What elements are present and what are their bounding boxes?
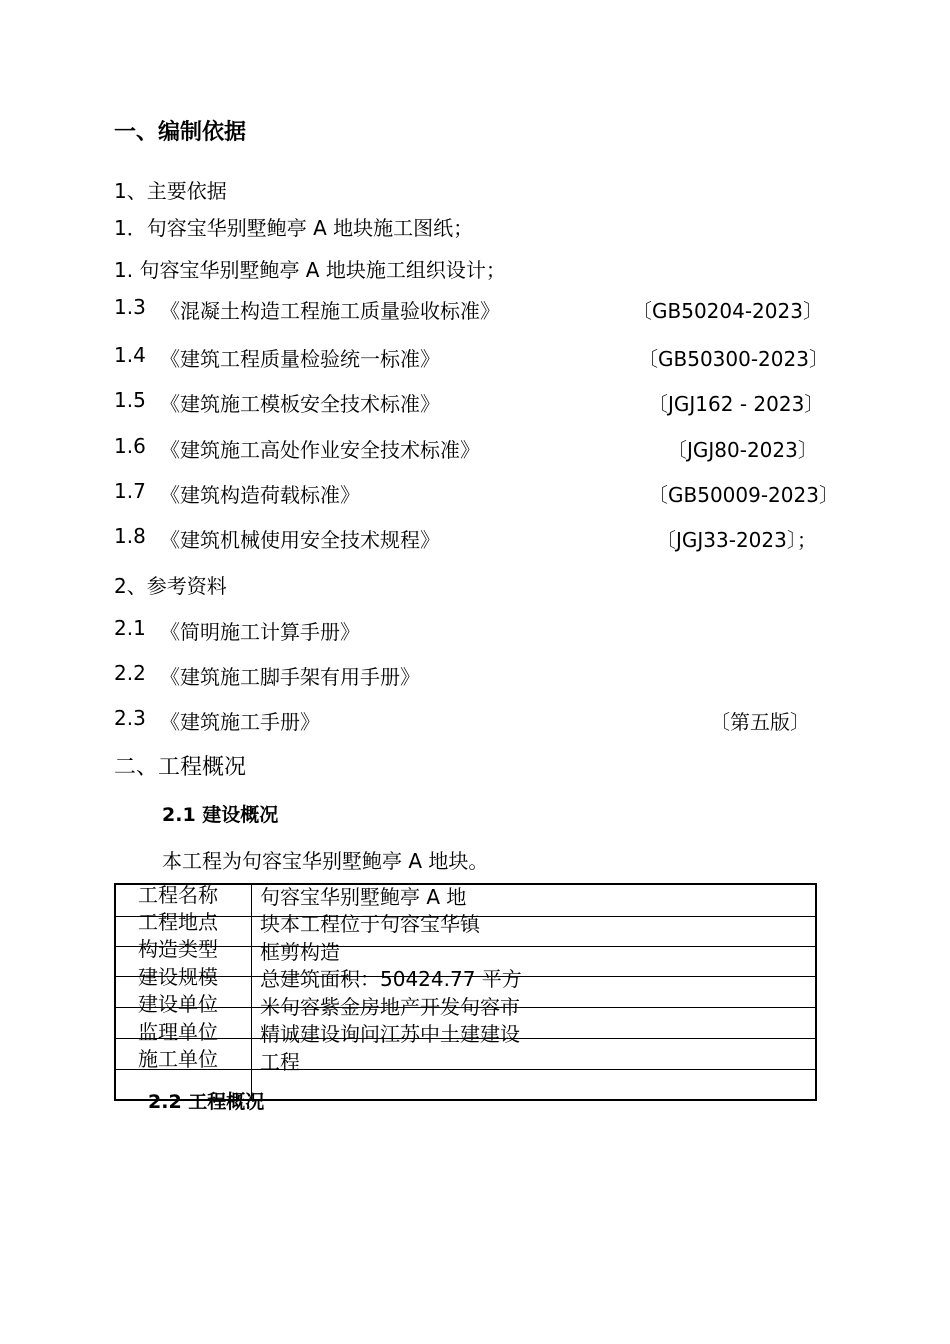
standard-num: 1.4 xyxy=(114,343,146,367)
project-info-table xyxy=(114,883,817,1101)
section-title-basis: 一、编制依据 xyxy=(114,120,247,145)
table-value: 精诚建设询问江苏中土建建设 xyxy=(260,1022,520,1046)
standard-num: 1.8 xyxy=(114,524,146,548)
table-label: 工程地点 xyxy=(138,910,218,934)
table-value: 块本工程位于句容宝华镇 xyxy=(260,912,480,936)
table-label: 施工单位 xyxy=(138,1047,218,1071)
main-basis-heading: 1、主要依据 xyxy=(114,179,227,203)
table-label: 建设规模 xyxy=(138,965,218,989)
table-value: 句容宝华别墅鲍亭 A 地 xyxy=(260,885,467,909)
standard-num: 1.7 xyxy=(114,479,146,503)
reference-name: 《简明施工计算手册》 xyxy=(160,620,360,644)
standard-name: 《建筑机械使用安全技术规程》 xyxy=(160,528,440,552)
reference-name: 《建筑施工脚手架有用手册》 xyxy=(160,665,420,689)
standard-code: 〔JGJ162 - 2023〕 xyxy=(648,392,825,416)
basis-item-design: 1. 句容宝华别墅鲍亭 A 地块施工组织设计； xyxy=(114,258,506,282)
table-row-divider xyxy=(116,1069,815,1070)
reference-num: 2.2 xyxy=(114,661,146,685)
table-value: 总建筑面积：50424.77 平方 xyxy=(260,967,522,991)
table-label: 监理单位 xyxy=(138,1020,218,1044)
reference-num: 2.1 xyxy=(114,616,146,640)
standard-name: 《建筑工程质量检验统一标准》 xyxy=(160,347,440,371)
standard-code: 〔GB50300-2023〕 xyxy=(638,347,829,371)
reference-heading: 2、参考资料 xyxy=(114,574,227,598)
standard-num: 1.6 xyxy=(114,434,146,458)
table-label: 构造类型 xyxy=(138,937,218,961)
table-value: 米句容紫金房地产开发句容市 xyxy=(260,995,520,1019)
section-title-overview: 二、工程概况 xyxy=(114,755,247,780)
reference-name: 《建筑施工手册》 xyxy=(160,710,320,734)
standard-num: 1.3 xyxy=(114,295,146,319)
standard-code: 〔GB50204-2023〕 xyxy=(632,299,823,323)
standard-code: 〔JGJ33-2023〕； xyxy=(656,528,817,552)
standard-name: 《混凝土构造工程施工质量验收标准》 xyxy=(160,299,500,323)
subsection-title-overview: 2.2 工程概况 xyxy=(148,1091,265,1113)
reference-edition: 〔第五版〕 xyxy=(710,710,810,734)
table-column-divider xyxy=(251,885,252,1099)
basis-item-drawings: 1．句容宝华别墅鲍亭 A 地块施工图纸； xyxy=(114,216,474,240)
standard-name: 《建筑施工高处作业安全技术标准》 xyxy=(160,438,480,462)
table-row-divider xyxy=(116,946,815,947)
table-label: 建设单位 xyxy=(138,992,218,1016)
standard-code: 〔JGJ80-2023〕 xyxy=(667,438,818,462)
standard-name: 《建筑施工模板安全技术标准》 xyxy=(160,392,440,416)
standard-code: 〔GB50009-2023〕 xyxy=(648,483,839,507)
table-value: 框剪构造 xyxy=(260,940,340,964)
reference-num: 2.3 xyxy=(114,706,146,730)
project-intro: 本工程为句容宝华别墅鲍亭 A 地块。 xyxy=(162,849,489,873)
table-value: 工程 xyxy=(260,1050,300,1074)
standard-num: 1.5 xyxy=(114,388,146,412)
standard-name: 《建筑构造荷载标准》 xyxy=(160,483,360,507)
table-label: 工程名称 xyxy=(138,883,218,907)
subsection-title-construction: 2.1 建设概况 xyxy=(162,804,279,826)
